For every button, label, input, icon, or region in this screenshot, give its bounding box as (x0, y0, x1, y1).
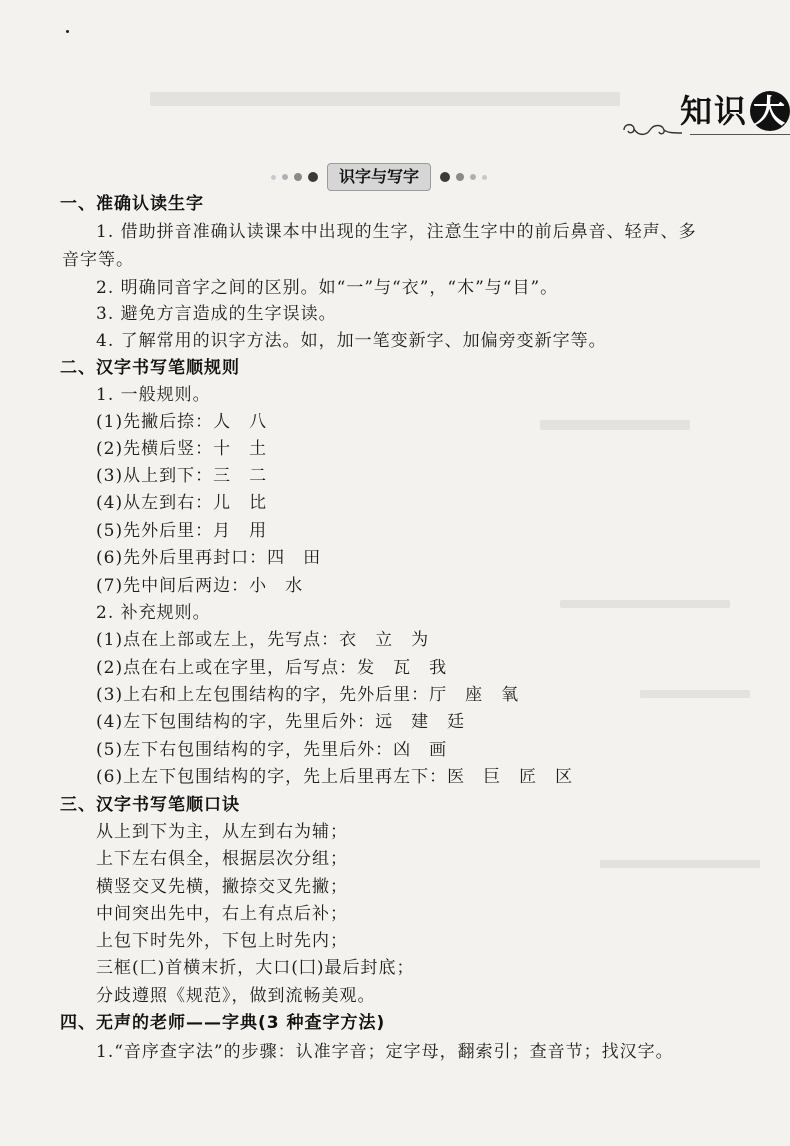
body-line: (7)先中间后两边：小 水 (96, 576, 304, 596)
body-line: (2)点在右上或在字里，后写点：发 瓦 我 (96, 658, 448, 678)
bleed-through-texture (540, 420, 690, 430)
body-line: (5)左下右包围结构的字，先里后外：凶 画 (96, 740, 448, 760)
bleed-through-texture (640, 690, 750, 698)
corner-title-circle: 大 (750, 91, 790, 131)
body-line: 1.“音序查字法”的步骤：认准字音；定字母，翻索引；查音节；找汉字。 (96, 1042, 674, 1062)
bleed-through-texture (150, 92, 620, 106)
corner-title (680, 86, 790, 133)
body-line: (1)点在上部或左上，先写点：衣 立 为 (96, 630, 430, 650)
bleed-through-texture (560, 600, 730, 608)
section-heading: 四、无声的老师——字典(3 种查字方法) (60, 1013, 386, 1033)
page-marker-dot (66, 30, 69, 33)
body-line: (5)先外后里：月 用 (96, 521, 268, 541)
section-heading: 三、汉字书写笔顺口诀 (60, 795, 240, 815)
dot-icon (456, 173, 464, 181)
section-ribbon-label: 识字与写字 (327, 163, 431, 191)
body-line: (6)先外后里再封口：四 田 (96, 548, 322, 568)
body-line: (4)从左到右：儿 比 (96, 493, 268, 513)
mnemonic-line: 横竖交叉先横，撇捺交叉先撇； (96, 877, 348, 897)
body-line: (1)先撇后捺：人 八 (96, 412, 268, 432)
dot-icon (308, 172, 318, 182)
body-line: 3. 避免方言造成的生字误读。 (96, 304, 337, 324)
mnemonic-line: 中间突出先中，右上有点后补； (96, 904, 348, 924)
dot-icon (271, 175, 276, 180)
mnemonic-line: 分歧遵照《规范》，做到流畅美观。 (96, 986, 376, 1006)
swirl-ornament-icon (620, 118, 682, 140)
mnemonic-line: 从上到下为主，从左到右为辅； (96, 822, 348, 842)
body-line: (3)上右和上左包围结构的字，先外后里：厅 座 氧 (96, 685, 520, 705)
body-line: (4)左下包围结构的字，先里后外：远 建 廷 (96, 712, 466, 732)
corner-title-text: 知识 (680, 92, 749, 130)
mnemonic-line: 三框(匚)首横末折，大口(囗)最后封底； (96, 958, 415, 978)
dot-icon (482, 175, 487, 180)
body-line: 1. 借助拼音准确认读课本中出现的生字，注意生字中的前后鼻音、轻声、多 (96, 222, 697, 242)
section-ribbon (268, 162, 490, 192)
header-rule (690, 134, 790, 135)
dot-icon (470, 174, 476, 180)
body-line: (2)先横后竖：十 土 (96, 439, 268, 459)
section-heading: 一、准确认读生字 (60, 194, 204, 214)
body-line: 音字等。 (62, 250, 134, 270)
dot-icon (294, 173, 302, 181)
dot-icon (440, 172, 450, 182)
mnemonic-line: 上包下时先外，下包上时先内； (96, 931, 348, 951)
body-line: (6)上左下包围结构的字，先上后里再左下：医 巨 匠 区 (96, 767, 574, 787)
dot-icon (282, 174, 288, 180)
body-line: 4. 了解常用的识字方法。如，加一笔变新字、加偏旁变新字等。 (96, 331, 607, 351)
body-line: 1. 一般规则。 (96, 385, 211, 405)
bleed-through-texture (600, 860, 760, 868)
section-heading: 二、汉字书写笔顺规则 (60, 358, 240, 378)
mnemonic-line: 上下左右俱全，根据层次分组； (96, 849, 348, 869)
body-line: (3)从上到下：三 二 (96, 466, 268, 486)
body-line: 2. 补充规则。 (96, 603, 211, 623)
body-line: 2. 明确同音字之间的区别。如“一”与“衣”，“木”与“目”。 (96, 278, 559, 298)
